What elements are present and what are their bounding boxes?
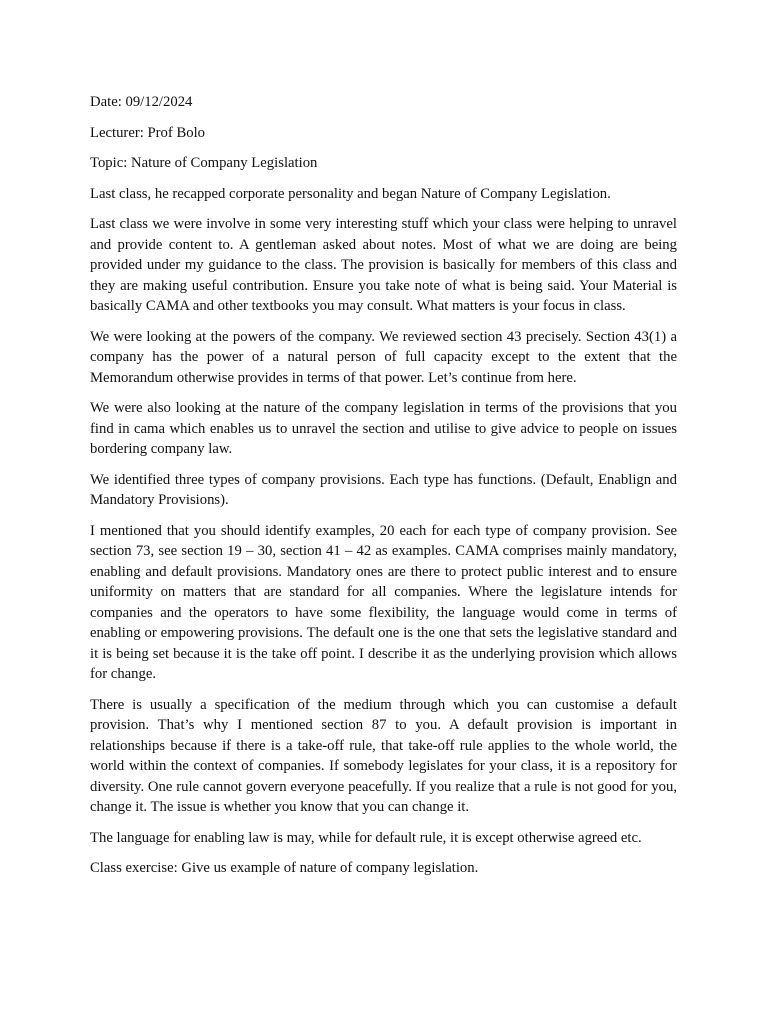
nature-paragraph: We were also looking at the nature of the company legislation in terms of the provisions that you find in cama which enables us to unravel the section and utilise to give advice to people on issues bordering company law. xyxy=(90,400,677,457)
class-exercise-paragraph: Class exercise: Give us example of nature of company legislation. xyxy=(90,860,479,876)
enabling-language-paragraph: The language for enabling law is may, while for default rule, it is except otherwise agreed etc. xyxy=(90,829,642,846)
document-page xyxy=(90,92,677,889)
examples-paragraph: I mentioned that you should identify examples, 20 each for each type of company provision. See section 73, see section 19 – 30, section 41 – 42 as examples. CAMA comprises mainly mandatory, enabling and default provisions. Mandatory ones are there to protect public interest and to ensure uniformity on matters that are standard for all companies. Where the legislature intends for companies and the operators to have some flexibility, the language would come in terms of enabling or empowering provisions. The default one is the one that sets the legislative standard and it is being set because it is the take off point. I describe it as the underlying provision which allows for change. xyxy=(90,522,677,682)
powers-paragraph: We were looking at the powers of the company. We reviewed section 43 precisely. Section 43(1) a company has the power of a natural person of full capacity except to the extent that the Memorandum otherwise provides in terms of that power. Let’s continue from here. xyxy=(90,328,677,386)
default-provision-paragraph: There is usually a specification of the medium through which you can customise a default provision. That’s why I mentioned section 87 to you. A default provision is important in relationships because if there is a take-off rule, that take-off rule applies to the whole world, the world within the context of companies. If somebody legislates for your class, it is a repository for diversity. One rule cannot govern everyone peacefully. If you realize that a rule is not good for you, change it. The issue is whether you know that you can change it. xyxy=(90,696,677,815)
lecturer-line: Lecturer: Prof Bolo xyxy=(90,124,206,141)
topic-line: Topic: Nature of Company Legislation xyxy=(90,155,318,171)
provision-types-paragraph: We identified three types of company provisions. Each type has functions. (Default, Enablign and Mandatory Provisions). xyxy=(90,471,677,508)
recap-paragraph: Last class, he recapped corporate personality and began Nature of Company Legislation. xyxy=(90,185,611,202)
date-line: Date: 09/12/2024 xyxy=(90,94,193,110)
notes-paragraph: Last class we were involve in some very interesting stuff which your class were helping to unravel and provide content to. A gentleman asked about notes. Most of what we are doing are being provided under my guidance to the class. The provision is basically for members of this class and they are making useful contribution. Ensure you take note of what is being said. Your Material is basically CAMA and other textbooks you may consult. What matters is your focus in class. xyxy=(90,216,677,314)
